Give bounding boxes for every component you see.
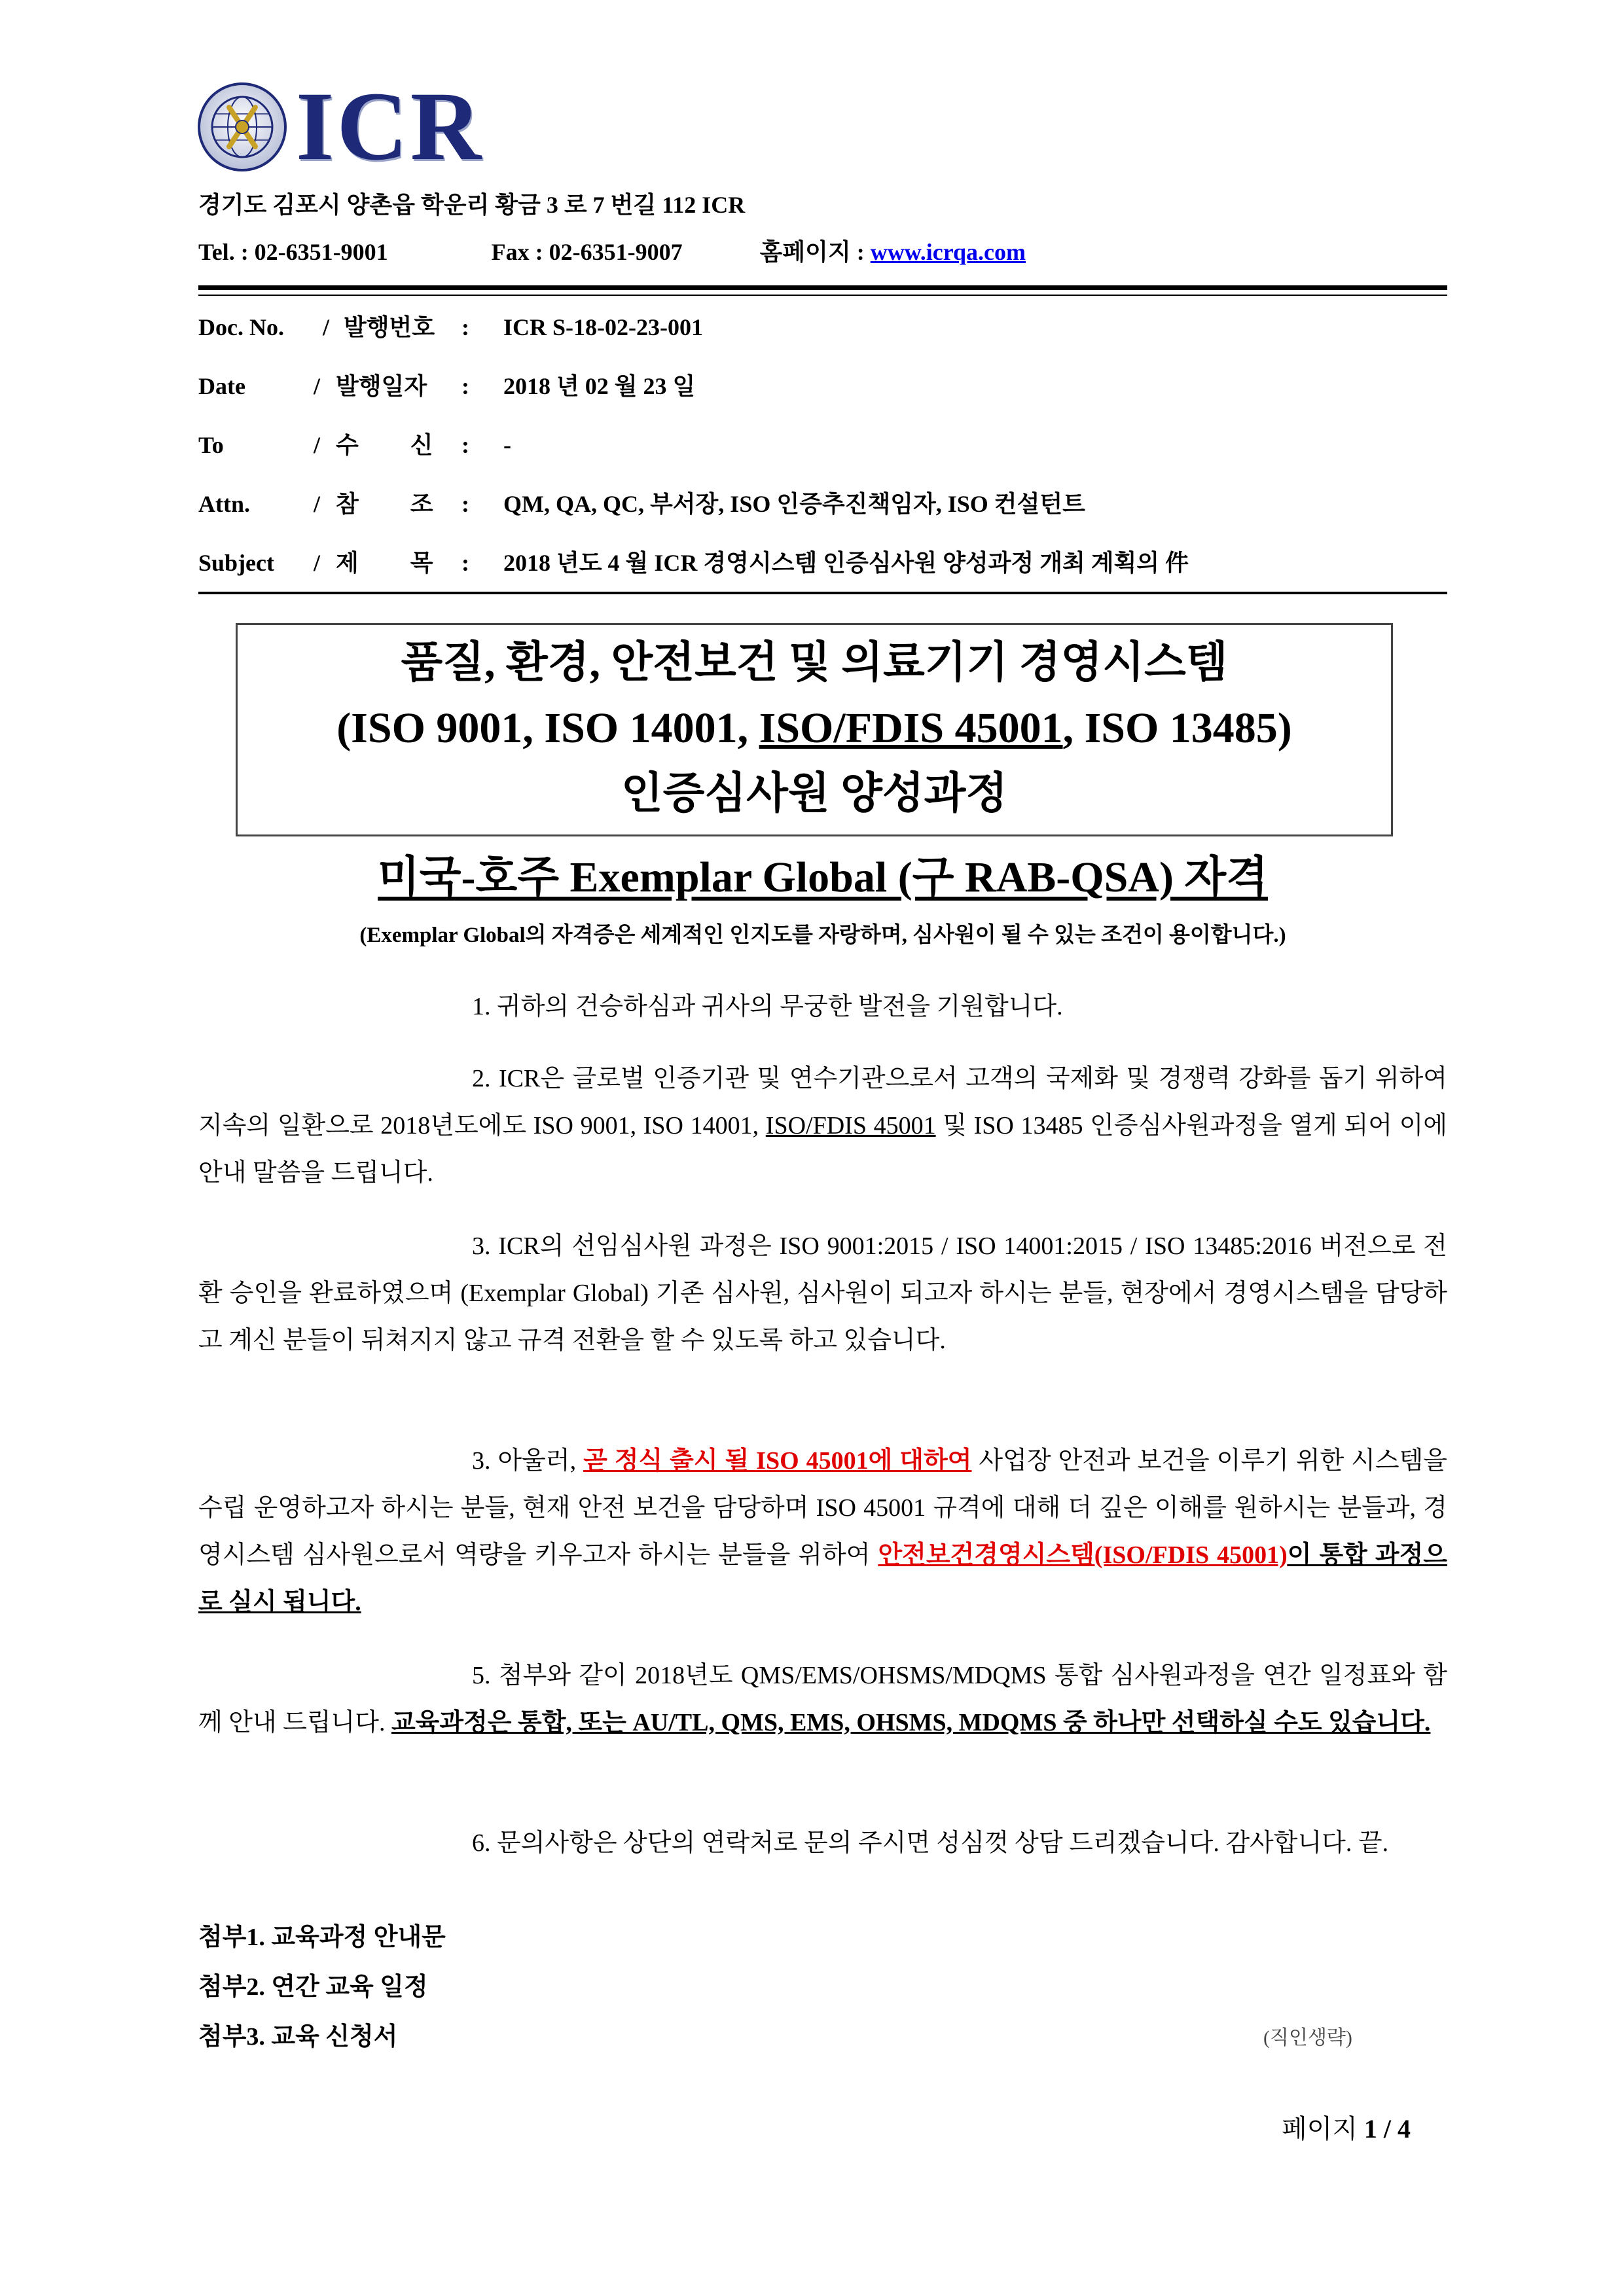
header-rule-thick xyxy=(198,285,1447,290)
paragraph-4: 3. 아울러, 곧 정식 출시 될 ISO 45001에 대하여 사업장 안전과 보건을 이루기 위한 시스템을 수립 운영하고자 하시는 분들, 현재 안전 보건을 담당하며 ISO 45001 규격에 대해 더 깊은 이해를 원하시는 분들과, 경영시스템 심사원으로서 역량을 키우고자 하시는 분들을 위하여 안전보건경영시스템(ISO/FDIS 45001)이 통합 과정으로 실시 됩니다. xyxy=(198,1447,1448,1616)
iso45001-highlight: 곧 정식 출시 될 ISO 45001에 대하여 xyxy=(583,1447,972,1475)
paragraph-2: 2. ICR은 글로벌 인증기관 및 연수기관으로서 고객의 국제화 및 경쟁력 강화를 돕기 위하여 지속의 일환으로 2018년도에도 ISO 9001, ISO 14001, ISO/FDIS 45001 및 ISO 13485 인증심사원과정을 열게 되어 이에 안내 말씀을 드립니다. xyxy=(198,1065,1448,1187)
attachment-1: 첨부1. 교육과정 안내문 xyxy=(198,1924,446,1951)
meta-row-subject: Subject / 제 목 : 2018 년도 4 월 ICR 경영시스템 인증심사원 양성과정 개최 계획의 件 xyxy=(198,543,1447,583)
fax-text: Fax : 02-6351-9007 xyxy=(491,239,683,265)
globe-emblem-icon xyxy=(196,81,288,173)
meta-row-to: To / 수 신 : - xyxy=(198,425,1447,465)
paragraph-1: 1. 귀하의 건승하심과 귀사의 무궁한 발전을 기원합니다. xyxy=(472,993,1063,1020)
doc-number: ICR S-18-02-23-001 xyxy=(503,314,703,340)
course-option-note: 교육과정은 통합, 또는 AU/TL, QMS, EMS, OHSMS, MDQMS 중 하나만 선택하실 수도 있습니다. xyxy=(391,1709,1431,1736)
meta-rule xyxy=(198,592,1447,594)
course-title-box xyxy=(236,623,1393,836)
attachment-2: 첨부2. 연간 교육 일정 xyxy=(198,1973,428,2001)
paragraph-3: 3. ICR의 선임심사원 과정은 ISO 9001:2015 / ISO 14001:2015 / ISO 13485:2016 버전으로 전환 승인을 완료하였으며 (Exemplar Global) 기존 심사원, 심사원이 되고자 하시는 분들, 현장에서 경영시스템을 담당하고 계신 분들이 뒤쳐지지 않고 규격 전환을 할 수 있도록 하고 있습니다. xyxy=(198,1232,1447,1354)
tel-text: Tel. : 02-6351-9001 xyxy=(198,239,388,265)
paragraph-5: 5. 첨부와 같이 2018년도 QMS/EMS/OHSMS/MDQMS 통합 심사원과정을 연간 일정표와 함께 안내 드립니다. 교육과정은 통합, 또는 AU/TL, QMS, EMS, OHSMS, MDQMS 중 하나만 선택하실 수도 있습니다. xyxy=(198,1662,1447,1736)
company-logo xyxy=(196,72,484,181)
contact-line xyxy=(198,237,1026,267)
header-rule-thin xyxy=(198,295,1447,296)
page-number: 페이지 1 / 4 xyxy=(1282,2114,1411,2144)
meta-row-doc-no: Doc. No. / 발행번호 : ICR S-18-02-23-001 xyxy=(198,308,1447,347)
ohsms-highlight: 안전보건경영시스템(ISO/FDIS 45001) xyxy=(878,1541,1288,1569)
homepage-link[interactable]: www.icrqa.com xyxy=(870,239,1026,265)
meta-row-date: Date / 발행일자 : 2018 년 02 월 23 일 xyxy=(198,367,1447,406)
meta-row-attn: Attn. / 참 조 : QM, QA, QC, 부서장, ISO 인증추진책임자, ISO 컨설턴트 xyxy=(198,484,1447,524)
course-title-line2: (ISO 9001, ISO 14001, ISO/FDIS 45001, ISO 13485) xyxy=(336,704,1292,752)
homepage-label: 홈페이지 : xyxy=(759,239,865,265)
logo-wordmark: ICR xyxy=(296,72,484,181)
recipient: - xyxy=(503,432,511,458)
qualification-note: (Exemplar Global의 자격증은 세계적인 인지도를 자랑하며, 심사원이 될 수 있는 조건이 용이합니다.) xyxy=(359,924,1286,947)
attention: QM, QA, QC, 부서장, ISO 인증추진책임자, ISO 컨설턴트 xyxy=(503,491,1085,517)
subject: 2018 년도 4 월 ICR 경영시스템 인증심사원 양성과정 개최 계획의 件 xyxy=(503,550,1189,576)
issue-date: 2018 년 02 월 23 일 xyxy=(503,373,696,399)
paragraph-6: 6. 문의사항은 상단의 연락처로 문의 주시면 성심껏 상담 드리겠습니다. 감사합니다. 끝. xyxy=(472,1829,1389,1857)
course-title-line1: 품질, 환경, 안전보건 및 의료기기 경영시스템 xyxy=(401,639,1228,687)
address-line: 경기도 김포시 양촌읍 학운리 황금 3 로 7 번길 112 ICR xyxy=(198,192,746,218)
course-title-line3: 인증심사원 양성과정 xyxy=(621,770,1008,817)
qualification-title: 미국-호주 Exemplar Global (구 RAB-QSA) 자격 xyxy=(378,853,1268,901)
seal-omitted-note: (직인생략) xyxy=(1263,2027,1352,2049)
attachment-3: 첨부3. 교육 신청서 xyxy=(198,2023,398,2051)
